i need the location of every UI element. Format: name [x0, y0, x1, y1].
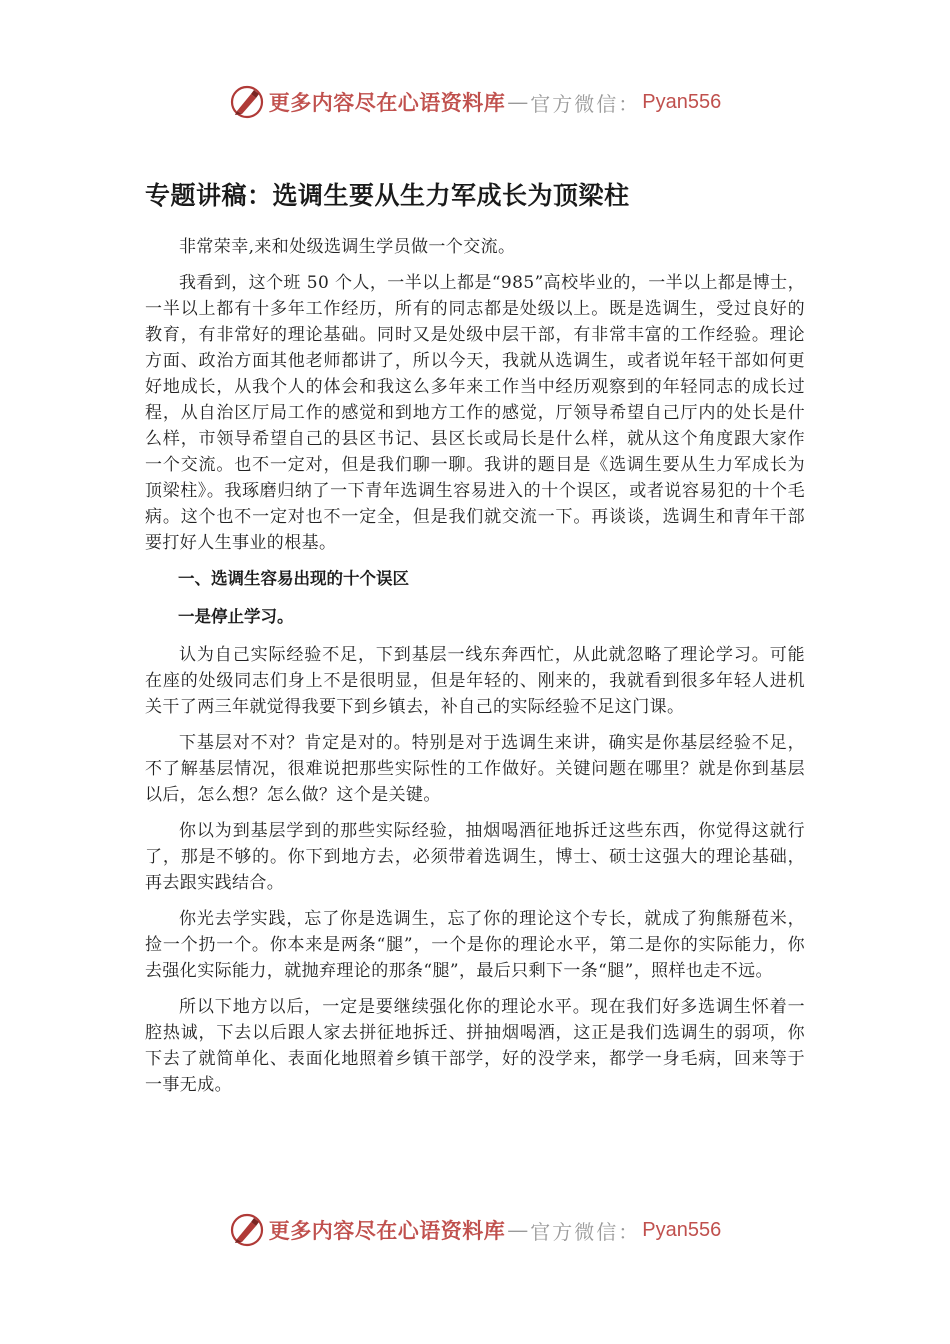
footer-banner: [0, 1208, 950, 1252]
banner-official-label: 官方微信：: [530, 91, 641, 116]
body-paragraph: 你光去学实践，忘了你是选调生，忘了你的理论这个专长，就成了狗熊掰苞米，捡一个扔一个。你本来是两条“腿”，一个是你的理论水平，第二是你的实际能力，你去强化实际能力，就抛弃理论的那条“腿”，最后只剩下一条“腿”，照样也走不远。: [145, 909, 805, 981]
section-heading: 一、选调生容易出现的十个误区: [178, 569, 409, 588]
banner-text: 更多内容尽在心语资料库: [268, 1218, 506, 1243]
banner-wechat-id: Pyan556: [642, 90, 722, 113]
banner-wechat-id: Pyan556: [642, 1218, 722, 1241]
banner-content: [229, 84, 721, 120]
pen-logo-icon: [229, 1212, 265, 1248]
body-paragraph: 认为自己实际经验不足，下到基层一线东奔西忙，从此就忽略了理论学习。可能在座的处级同志们身上不是很明显，但是年轻的、刚来的，我就看到很多年轻人进机关干了两三年就觉得我要下到乡镇去，补自己的实际经验不足这门课。: [145, 645, 805, 717]
body-paragraph: 下基层对不对？肯定是对的。特别是对于选调生来讲，确实是你基层经验不足，不了解基层情况，很难说把那些实际性的工作做好。关键问题在哪里？就是你到基层以后，怎么想？怎么做？这个是关键。: [145, 733, 805, 805]
banner-official-label: 官方微信：: [530, 1219, 641, 1244]
sub-heading: 一是停止学习。: [178, 607, 294, 626]
pen-logo-icon: [229, 84, 265, 120]
header-banner: [0, 80, 950, 124]
banner-separator: —: [507, 90, 529, 114]
body-paragraph: 你以为到基层学到的那些实际经验，抽烟喝酒征地拆迁这些东西，你觉得这就行了，那是不够的。你下到地方去，必须带着选调生，博士、硕士这强大的理论基础，再去跟实践结合。: [145, 821, 805, 893]
page-title: 专题讲稿：选调生要从生力军成长为顶梁柱: [145, 181, 630, 210]
document-body: [145, 176, 805, 1108]
banner-separator: —: [507, 1218, 529, 1242]
banner-content: [229, 1212, 721, 1248]
intro-paragraph: 非常荣幸,来和处级选调生学员做一个交流。: [179, 237, 516, 257]
banner-text: 更多内容尽在心语资料库: [268, 90, 506, 115]
overview-paragraph: 我看到，这个班 50 个人，一半以上都是“985”高校毕业的，一半以上都是博士，一半以上都有十多年工作经历，所有的同志都是处级以上。既是选调生，受过良好的教育，有非常好的理论基础。同时又是处级中层干部，有非常丰富的工作经验。理论方面、政治方面其他老师都讲了，所以今天，我就从选调生，或者说年轻干部如何更好地成长，从我个人的体会和我这么多年来工作当中经历观察到的年轻同志的成长过程，从自治区厅局工作的感觉和到地方工作的感觉，厅领导希望自己厅内的处长是什么样，市领导希望自己的县区书记、县区长或局长是什么样，就从这个角度跟大家作一个交流。也不一定对，但是我们聊一聊。我讲的题目是《选调生要从生力军成长为顶梁柱》。我琢磨归纳了一下青年选调生容易进入的十个误区，或者说容易犯的十个毛病。这个也不一定对也不一定全，但是我们就交流一下。再谈谈，选调生和青年干部要打好人生事业的根基。: [145, 273, 805, 553]
body-paragraph: 所以下地方以后，一定是要继续强化你的理论水平。现在我们好多选调生怀着一腔热诚，下去以后跟人家去拼征地拆迁、拼抽烟喝酒，这正是我们选调生的弱项，你下去了就简单化、表面化地照着乡镇干部学，好的没学来，都学一身毛病，回来等于一事无成。: [145, 997, 805, 1095]
